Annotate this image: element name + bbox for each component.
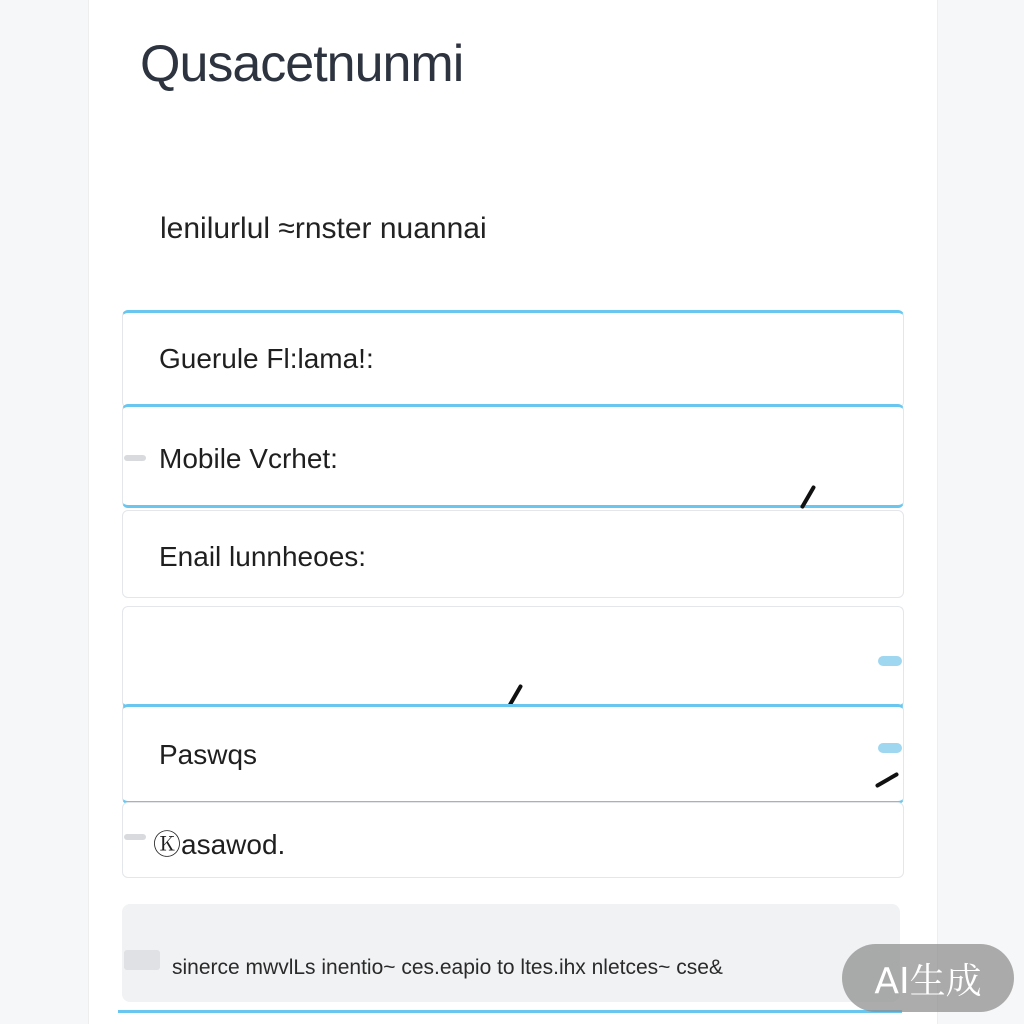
- mobile-number-label: Mobile Vcrhet:: [159, 443, 338, 474]
- password-label: Paswqs: [159, 739, 258, 770]
- full-name-field[interactable]: [122, 310, 904, 408]
- ai-generated-watermark: AI生成: [842, 944, 1014, 1012]
- confirm-password-field[interactable]: [122, 802, 904, 878]
- consent-text: sinerce mwvlLs inentio~ ces.eapio to ltes.ihx nletces~ cse&: [172, 956, 723, 979]
- mobile-number-field[interactable]: [122, 404, 904, 508]
- email-label: Enail lunnheoes:: [159, 541, 367, 572]
- field-edge-marker: [124, 455, 146, 461]
- scroll-indicator[interactable]: [878, 743, 902, 753]
- consent-checkbox[interactable]: [124, 950, 160, 970]
- scroll-indicator[interactable]: [878, 656, 902, 666]
- empty-input-field[interactable]: [122, 606, 904, 708]
- field-edge-marker: [124, 834, 146, 840]
- page-subtitle: lenilurlul ≈rnster nuannai: [160, 212, 487, 245]
- consent-box[interactable]: [122, 904, 900, 1002]
- password-field[interactable]: [122, 704, 904, 804]
- full-name-label: Guerule Fl:lama!:: [159, 343, 374, 374]
- page-title: Qusacetnunmi: [140, 35, 464, 93]
- email-field[interactable]: [122, 510, 904, 598]
- divider: [118, 1010, 902, 1013]
- confirm-password-label: Ⓚasawod.: [153, 829, 286, 860]
